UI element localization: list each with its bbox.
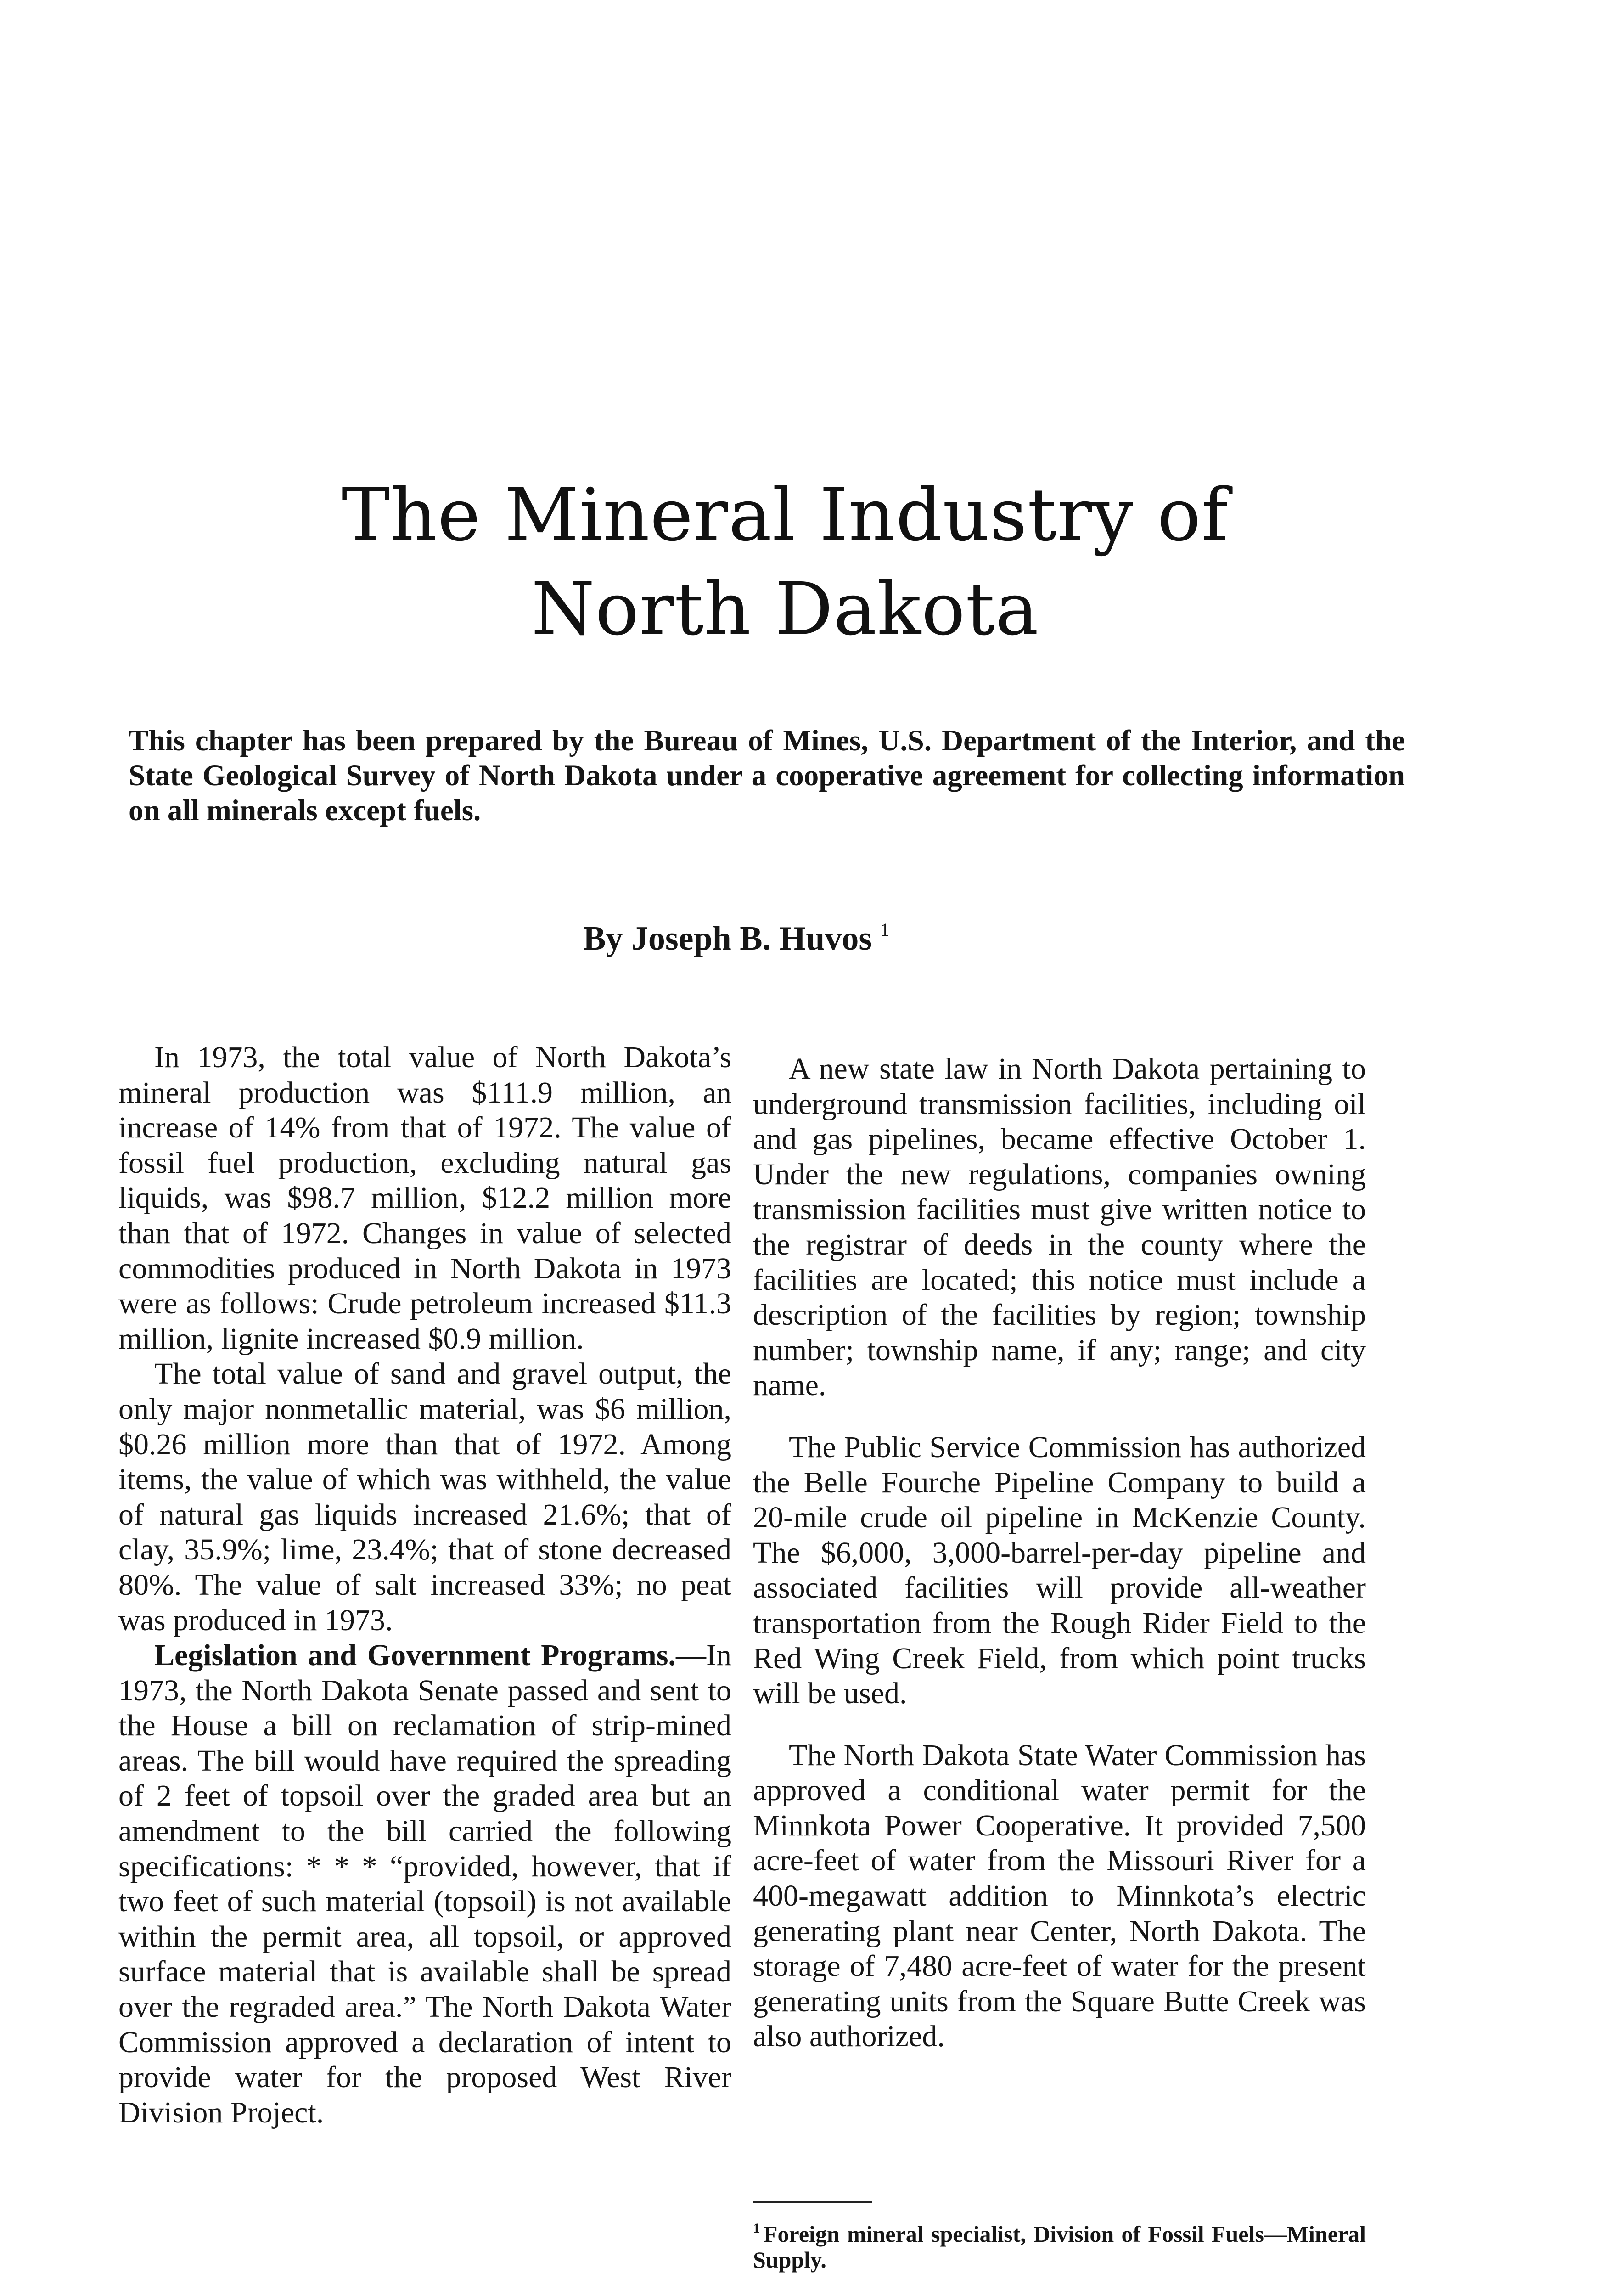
- paragraph-water-permit: The North Dakota State Water Commission has approved a conditional water permit for the Minnkota Power Cooperative. It provided 7,500 acre-feet of water from the Missouri River for a 400-megawatt addition to Minnkota’s electric generating plant near Center, North Dakota. The storage of 7,480 acre-feet of water for the present generating units from the Square Butte Creek was also authorized.: [753, 1738, 1366, 2054]
- legislation-body: In 1973, the North Dakota Senate passed and sent to the House a bill on reclamation of strip-mined areas. The bill would have required the spreading of 2 feet of topsoil over the graded area but an amendment to the bill carried the following specifications: * * * “provided, however, that if two feet of such material (topsoil) is not available within the permit area, all topsoil, or approved surface material that is available shall be spread over the regraded area.” The North Dakota Water Commission approved a declaration of intent to provide water for the proposed West River Division Project.: [118, 1638, 731, 2129]
- title-line-1: The Mineral Industry of: [341, 473, 1229, 557]
- footnote: [753, 2216, 1366, 2273]
- section-heading-legislation: Legislation and Government Programs.—: [154, 1638, 707, 1672]
- author-byline: [583, 909, 1042, 959]
- paragraph-pipeline: The Public Service Commission has authorized the Belle Fourche Pipeline Company to build a 20-mile crude oil pipeline in McKenzie County. The $6,000, 3,000-barrel-per-day pipeline and associated facilities will provide all-weather transportation from the Rough Rider Field to the Red Wing Creek Field, from which point trucks will be used.: [753, 1430, 1366, 1711]
- right-column: [753, 1052, 1366, 2054]
- footnote-marker: 1: [753, 2221, 760, 2236]
- title-line-2: North Dakota: [531, 567, 1039, 652]
- paragraph-nonmetallic: The total value of sand and gravel output, the only major nonmetallic material, was $6 million, $0.26 million more than that of 1972. Among items, the value of which was withheld, the value of natural gas liquids increased 21.6%; that of clay, 35.9%; lime, 23.4%; that of stone decreased 80%. The value of salt increased 33%; no peat was produced in 1973.: [118, 1357, 731, 1637]
- paragraph-production-summary: In 1973, the total value of North Dakota’s mineral production was $111.9 million, an increase of 14% from that of 1972. The value of fossil fuel production, excluding natural gas liquids, was $98.7 million, $12.2 million more than that of 1972. Changes in value of selected commodities produced in North Dakota in 1973 were as follows: Crude petroleum increased $11.3 million, lignite increased $0.9 million.: [118, 1041, 731, 1356]
- paragraph-state-law: A new state law in North Dakota pertaining to underground transmission facilities, including oil and gas pipelines, became effective October 1. Under the new regulations, companies owning transmission facilities must give written notice to the registrar of deeds in the county where the facilities are located; this notice must include a description of the facilities by region; township number; township name, if any; range; and city name.: [753, 1052, 1366, 1402]
- paragraph-legislation: [118, 1638, 731, 2130]
- footnote-divider: [753, 2201, 872, 2203]
- author-footnote-marker: 1: [880, 919, 890, 940]
- left-column: [118, 1040, 731, 2130]
- chapter-preface: This chapter has been prepared by the Bureau of Mines, U.S. Department of the Interior, and the State Geological Survey of North Dakota under a cooperative agreement for collecting information on all minerals except fuels.: [129, 724, 1405, 827]
- author-name: By Joseph B. Huvos: [583, 920, 872, 957]
- footnote-text: Foreign mineral specialist, Division of Fossil Fuels—Mineral Supply.: [753, 2221, 1366, 2273]
- page-title: [257, 468, 1313, 657]
